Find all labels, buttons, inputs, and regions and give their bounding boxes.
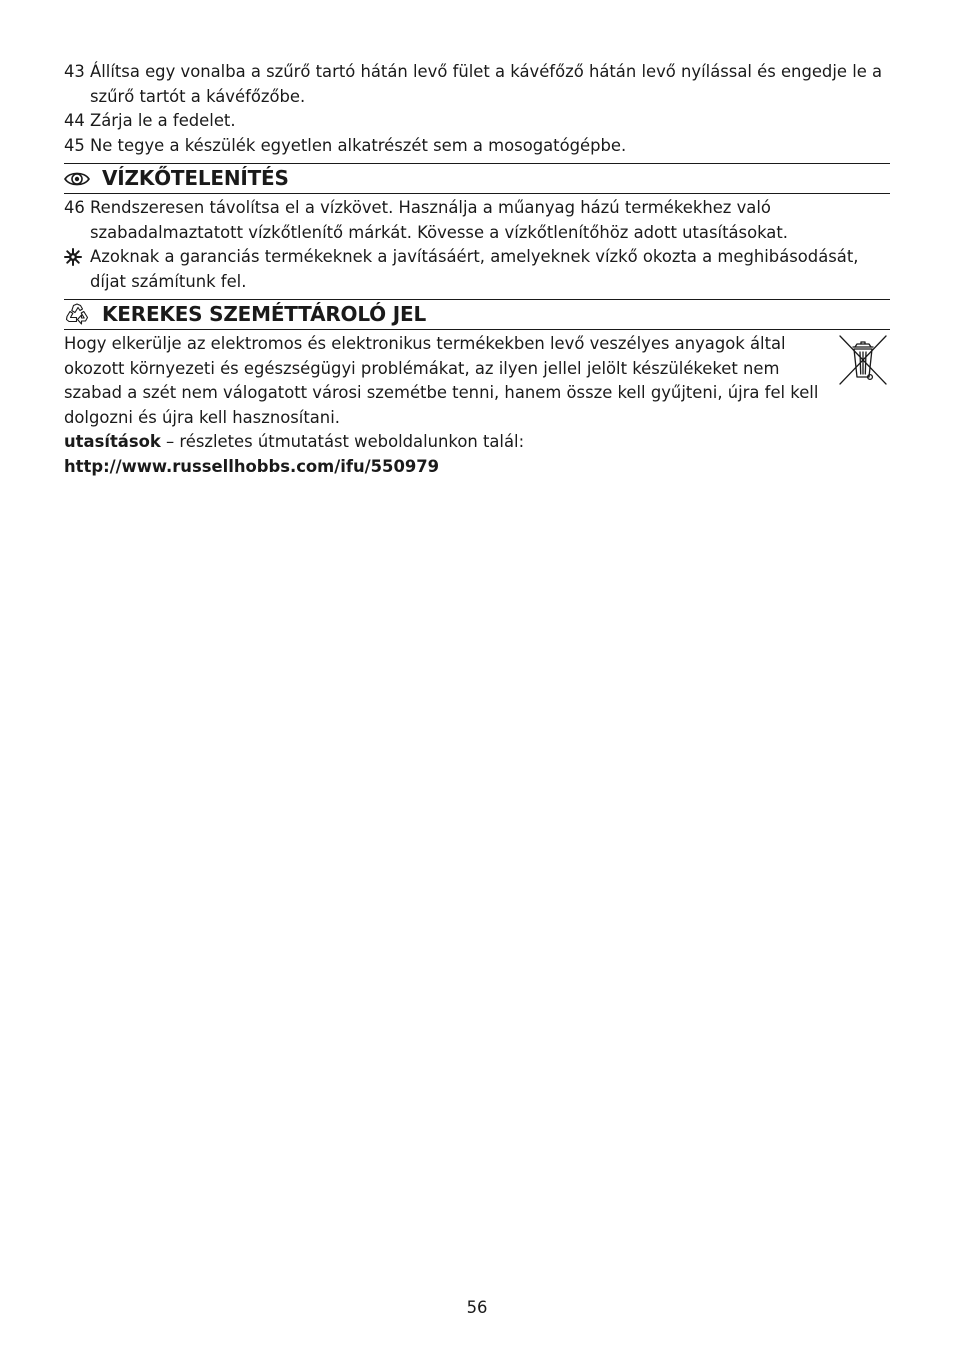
page-number: 56 [466,1298,488,1317]
recycle-icon [64,303,102,327]
instructions-url[interactable]: http://www.russellhobbs.com/ifu/550979 [64,456,440,476]
step-46 [64,196,890,245]
step-text: Zárja le a fedelet. [90,111,236,130]
instructions-line [64,430,890,455]
recycling-heading-text: KEREKES SZEMÉTTÁROLÓ JEL [102,302,426,327]
step-45 [64,134,890,159]
eye-icon [64,170,102,188]
step-number: 45 [64,135,85,155]
warning-text: Azoknak a garanciás termékeknek a javításáért, amelyeknek vízkő okozta a meghibásodását, díjat számítunk fel. [90,247,859,291]
descaling-heading [64,163,890,194]
instructions-label: utasítások [64,432,161,451]
step-text: Állítsa egy vonalba a szűrő tartó hátán levő fület a kávéfőző hátán levő nyílással és engedje le a szűrő tartót a kávéfőzőbe. [90,62,883,106]
page-content [64,60,890,479]
step-44 [64,109,890,134]
recycling-heading [64,299,890,330]
instructions-text: – részletes útmutatást weboldalunkon talál: [160,432,525,451]
descaling-heading-text: VÍZKŐTELENÍTÉS [102,166,289,191]
step-43 [64,60,890,109]
step-text: Rendszeresen távolítsa el a vízkövet. Használja a műanyag házú termékekhez való szabadalmaztatott vízkőtlenítő márkát. Kövesse a vízkőtlenítőhöz adott utasításokat. [90,198,788,242]
recycling-section [64,332,890,430]
recycling-paragraph: Hogy elkerülje az elektromos és elektronikus termékekben levő veszélyes anyagok által okozott környezeti és egészségügyi problémákat, az ilyen jellel jelölt készülékeket nem szabad a szét nem válogatott városi szemétbe tenni, hanem össze kell gyűjteni, újra fel kell dolgozni és újra kell hasznosítani. [64,334,819,427]
warranty-warning [64,245,890,294]
crossed-out-wheelie-bin-icon [836,332,890,388]
step-number: 46 [64,198,85,217]
step-number: 44 [64,111,85,130]
step-number: 43 [64,62,85,81]
step-text: Ne tegye a készülék egyetlen alkatrészét sem a mosogatógépbe. [90,135,627,155]
star-burst-icon [64,245,90,294]
